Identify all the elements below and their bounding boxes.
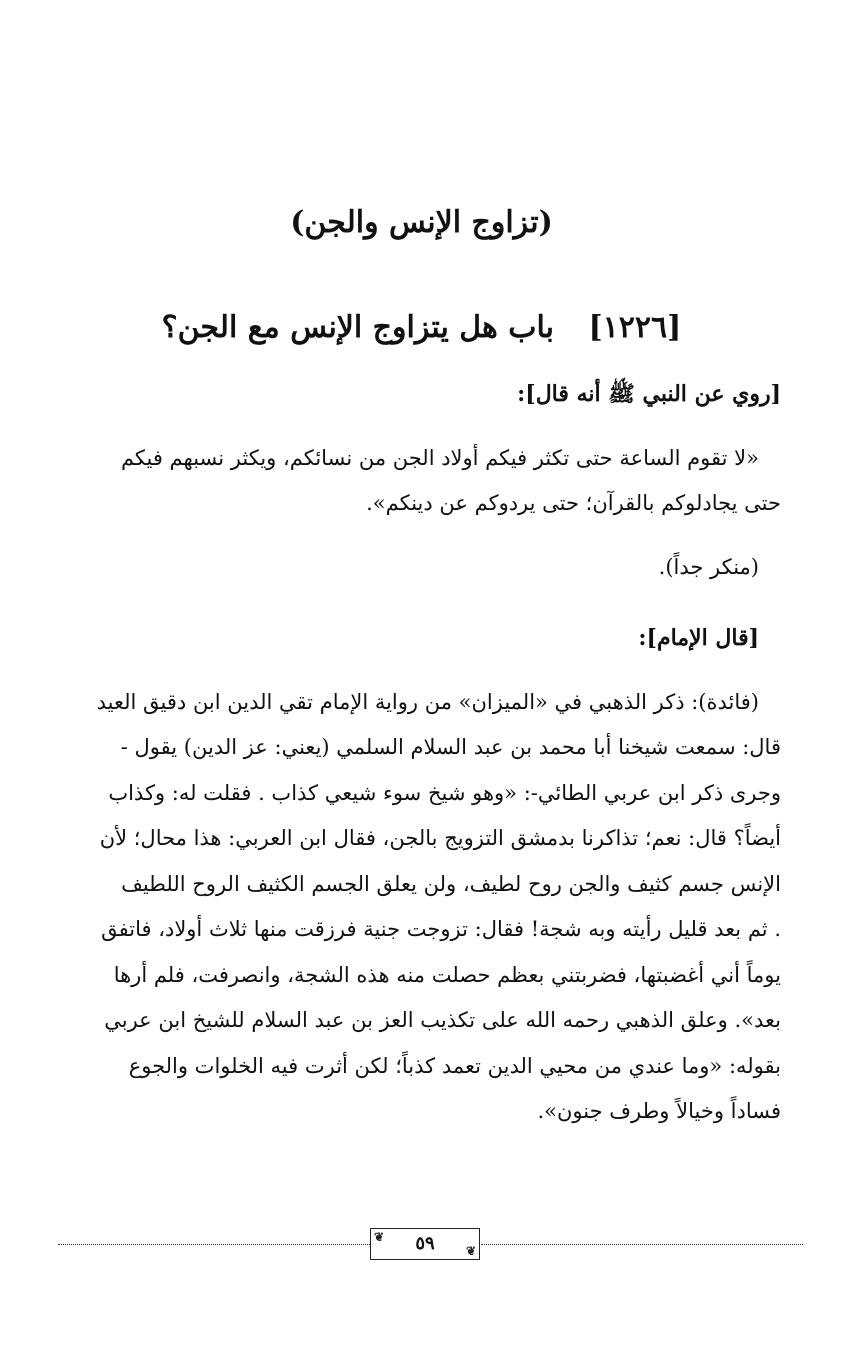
paragraph-line: بقوله: «وما عندي من محيي الدين تعمد كذباً؛ لكن أثرت فيه الخلوات والجوع: [128, 1053, 781, 1078]
paragraph-line: . ثم بعد قليل رأيته وبه شجة! فقال: تزوجت جنية فرزقت منها ثلاث أولاد، فاتفق: [101, 917, 781, 941]
section-number: [١٢٢٦]: [588, 310, 682, 345]
chapter-title: (تزاوج الإنس والجن): [290, 205, 553, 240]
hadith-line: «لا تقوم الساعة حتى تكثر فيكم أولاد الجن من نسائكم، ويكثر نسبهم فيكم: [120, 445, 759, 470]
paragraph-line: الإنس جسم كثيف والجن روح لطيف، ولن يعلق الجسم الكثيف الروح اللطيف: [121, 871, 781, 896]
section-title: باب هل يتزاوج الإنس مع الجن؟: [161, 310, 554, 345]
paragraph-line: بعد». وعلق الذهبي رحمه الله على تكذيب العز بن عبد السلام للشيخ ابن عربي: [104, 1008, 781, 1032]
ornament-icon: ❦: [374, 1230, 385, 1244]
imam-label: [قال الإمام]:: [638, 625, 759, 651]
paragraph-line: وجرى ذكر ابن عربي الطائي-: «وهو شيخ سوء شيعي كذاب . فقلت له: وكذاب: [108, 780, 781, 805]
ornament-icon: ❦: [465, 1244, 476, 1258]
footer-divider: [58, 1244, 370, 1245]
page-number-box: [370, 1228, 480, 1260]
section-heading: [120, 310, 723, 345]
page-footer: [58, 1228, 803, 1262]
narration-label: [روي عن النبي ﷺ أنه قال]:: [517, 381, 781, 407]
paragraph-line: (فائدة): ذكر الذهبي في «الميزان» من رواية الإمام تقي الدين ابن دقيق العيد: [96, 689, 759, 714]
paragraph-line: قال: سمعت شيخنا أبا محمد بن عبد السلام السلمي (يعني: عز الدين) يقول -: [120, 735, 781, 759]
narration-block: [61, 372, 781, 590]
footer-divider: [481, 1244, 803, 1245]
hadith-grade: (منكر جداً).: [658, 554, 759, 579]
imam-block: [61, 616, 781, 1135]
paragraph-line: فساداً وخيالاً وطرف جنون».: [537, 1099, 781, 1123]
paragraph-line: يوماً أني أغضبتها، فضربتني بعظم حصلت منه هذه الشجة، وانصرفت، فلم أرها: [113, 962, 781, 987]
hadith-line: حتى يجادلوكم بالقرآن؛ حتى يردوكم عن دينكم».: [366, 491, 781, 515]
paragraph-line: أيضاً؟ قال: نعم؛ تذاكرنا بدمشق التزويج بالجن، فقال ابن العربي: هذا محال؛ لأن: [99, 826, 781, 850]
page-number: ٥٩: [415, 1233, 435, 1254]
